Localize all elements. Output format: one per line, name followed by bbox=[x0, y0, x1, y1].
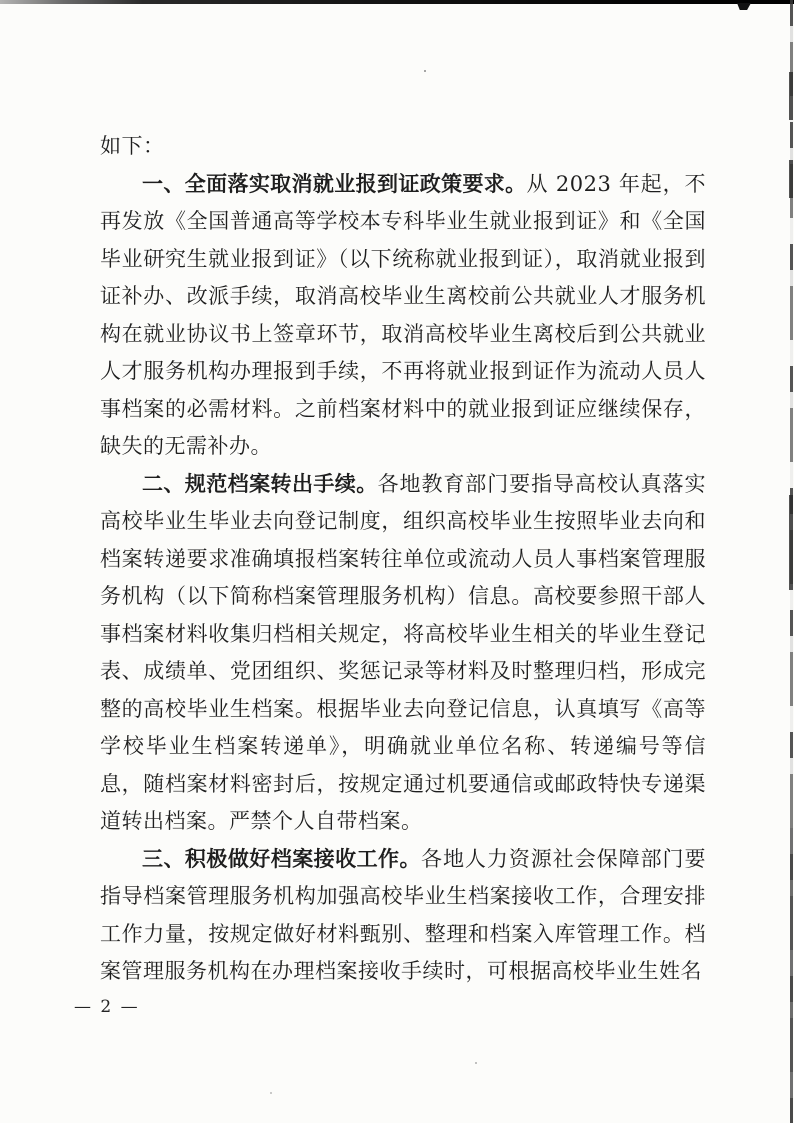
section-1-body: 从 2023 年起，不再发放《全国普通高等学校本专科毕业生就业报到证》和《全国毕业研究生就业报到证》（以下统称就业报到证），取消就业报到证补办、改派手续，取消高校毕业生离校前公共就业人才服务机构在就业协议书上签章环节，取消高校毕业生离校后到公共就业人才服务机构办理报到手续，不再将就业报到证作为流动人员人事档案的必需材料。之前档案材料中的就业报到证应继续保存，缺失的无需补办。 bbox=[100, 171, 707, 458]
body-text bbox=[100, 128, 706, 991]
paragraph-section-1 bbox=[100, 166, 706, 466]
section-2-heading: 二、规范档案转出手续。 bbox=[142, 471, 378, 496]
page-number: — 2 — bbox=[74, 997, 140, 1017]
paragraph-section-3 bbox=[100, 841, 706, 991]
scan-artifact-right-segment bbox=[789, 495, 793, 590]
scan-artifact-right-segment bbox=[790, 828, 793, 1123]
ink-speck bbox=[475, 1062, 477, 1064]
scan-artifact-top-blob bbox=[737, 3, 751, 10]
section-3-body: 各地人力资源社会保障部门要指导档案管理服务机构加强高校毕业生档案接收工作，合理安排工作力量，按规定做好材料甄别、整理和档案入库管理工作。档案管理服务机构在办理档案接收手续时，可根据高校毕业生姓名 bbox=[100, 846, 707, 983]
scan-artifact-top-edge bbox=[0, 0, 794, 4]
scan-artifact-right-segment bbox=[789, 72, 793, 120]
scan-artifact-right-segment bbox=[789, 160, 793, 198]
paragraph-section-2 bbox=[100, 466, 706, 841]
section-3-heading: 三、积极做好档案接收工作。 bbox=[142, 846, 421, 871]
intro-line bbox=[100, 128, 706, 166]
ink-speck bbox=[270, 1092, 272, 1094]
section-1-heading: 一、全面落实取消就业报到证政策要求。 bbox=[142, 171, 527, 196]
section-2-body: 各地教育部门要指导高校认真落实高校毕业生毕业去向登记制度，组织高校毕业生按照毕业去向和档案转递要求准确填报档案转往单位或流动人员人事档案管理服务机构（以下简称档案管理服务机构）信息。高校要参照干部人事档案材料收集归档相关规定，将高校毕业生相关的毕业生登记表、成绩单、党团组织、奖惩记录等材料及时整理归档，形成完整的高校毕业生档案。根据毕业去向登记信息，认真填写《高等学校毕业生档案转递单》，明确就业单位名称、转递编号等信息，随档案材料密封后，按规定通过机要通信或邮政特快专递渠道转出档案。严禁个人自带档案。 bbox=[100, 471, 707, 833]
ink-speck bbox=[424, 70, 426, 72]
intro-text: 如下： bbox=[100, 134, 165, 158]
